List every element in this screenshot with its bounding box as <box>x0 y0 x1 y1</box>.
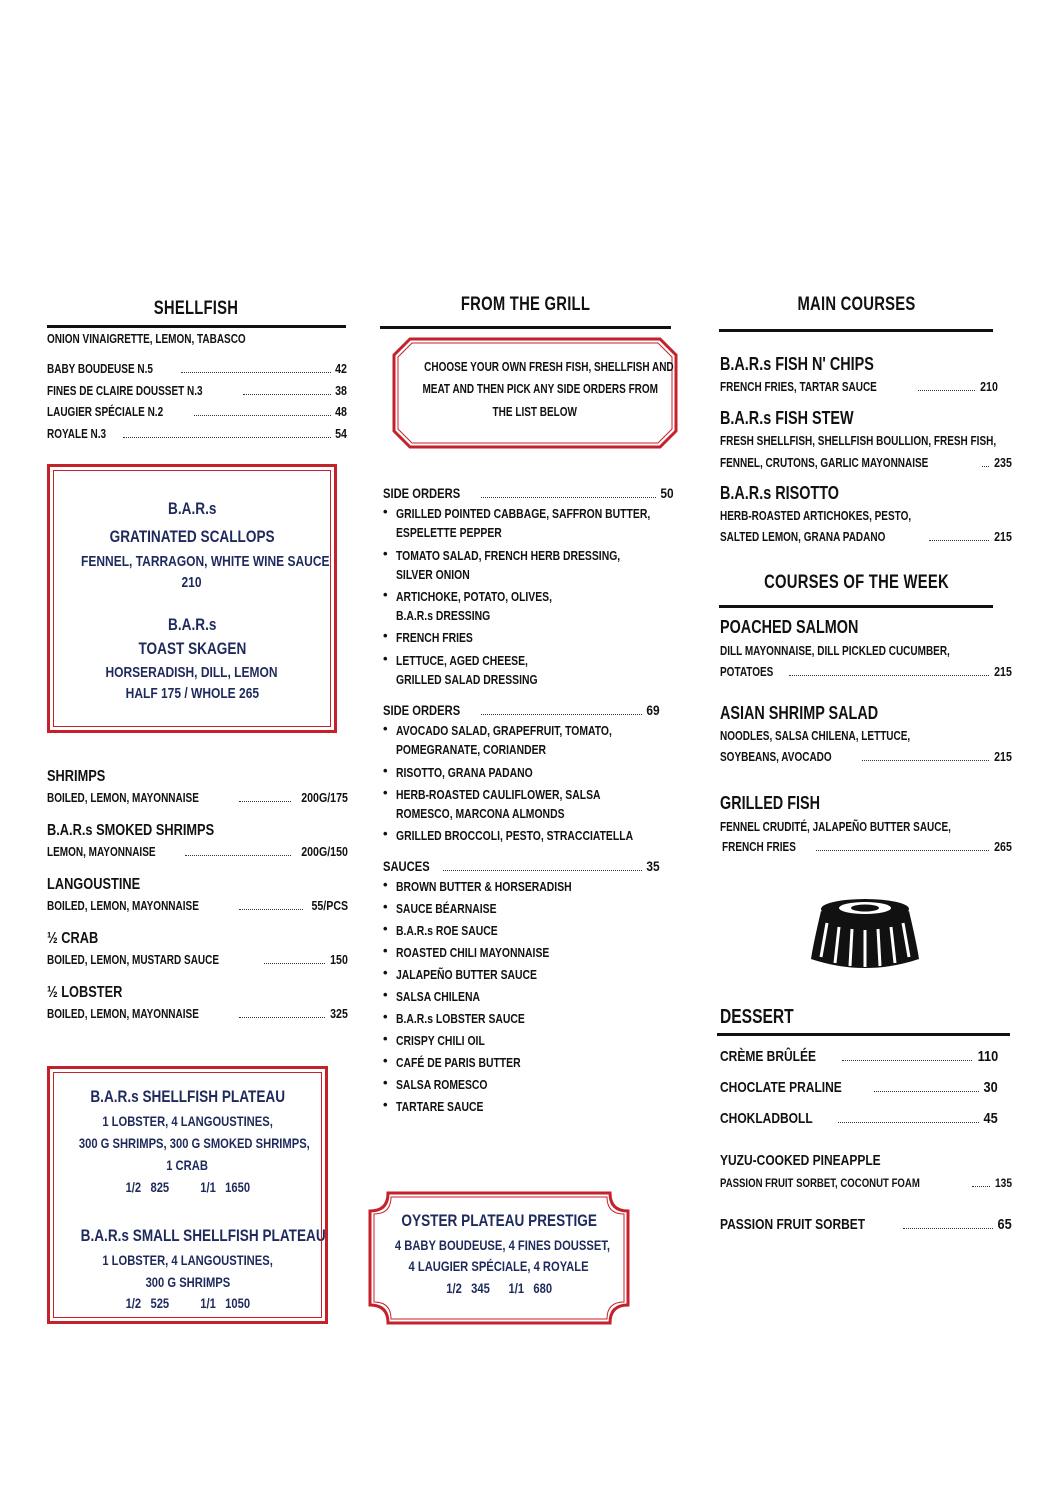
leader-dots <box>842 1059 972 1061</box>
leader-dots <box>903 1227 993 1229</box>
item-name: LANGOUSTINE <box>47 876 141 893</box>
plateau-title: B.A.R.s SHELLFISH PLATEAU <box>90 1087 285 1106</box>
oyster-plateau-prices: 1/2 345 1/1 680 <box>446 1280 552 1296</box>
item-row <box>47 1007 348 1021</box>
shellfish-title: SHELLFISH <box>153 298 239 319</box>
week-item-name: ASIAN SHRIMP SALAD <box>720 703 879 723</box>
skagen-price: HALF 175 / WHOLE 265 <box>125 685 259 702</box>
side-orders-header <box>383 702 660 718</box>
sorbet-name: PASSION FRUIT SORBET <box>720 1216 866 1233</box>
item-name: ½ LOBSTER <box>47 984 123 1001</box>
leader-dots <box>481 713 642 715</box>
leader-dots <box>181 371 331 373</box>
oyster-row <box>47 384 347 398</box>
oyster-row <box>47 405 347 419</box>
item-price: 200G/150 <box>301 845 348 859</box>
item-row <box>47 953 348 967</box>
dessert-price: 30 <box>983 1079 998 1096</box>
side-orders-price: 50 <box>660 485 674 501</box>
leader-dots <box>239 908 303 910</box>
dessert-row <box>720 1079 998 1096</box>
main-courses-title: MAIN COURSES <box>797 294 916 315</box>
item-row <box>47 791 348 805</box>
scallops-brand: B.A.R.s <box>167 499 217 518</box>
sauces-header <box>383 858 660 874</box>
skagen-desc: HORSERADISH, DILL, LEMON <box>105 664 278 681</box>
item-desc: BOILED, LEMON, MAYONNAISE <box>47 899 199 913</box>
dessert-row <box>720 1048 998 1065</box>
oyster-row <box>47 427 347 441</box>
plateau-line: 300 G SHRIMPS <box>145 1274 230 1290</box>
scallops-skagen-box <box>47 464 337 733</box>
leader-dots <box>789 674 989 676</box>
side-orders-label: SIDE ORDERS <box>383 485 461 501</box>
week-item-price: 215 <box>994 665 1012 679</box>
grill-rule <box>380 326 671 329</box>
skagen-brand: B.A.R.s <box>167 615 217 634</box>
leader-dots <box>243 393 331 395</box>
item-row <box>47 899 348 913</box>
pineapple-row <box>720 1176 1012 1190</box>
sauces-price: 35 <box>646 858 660 874</box>
week-item-row <box>720 665 1012 679</box>
item-name: ½ CRAB <box>47 930 99 947</box>
skagen-name: TOAST SKAGEN <box>138 639 246 658</box>
leader-dots <box>816 849 989 851</box>
leader-dots <box>123 436 331 438</box>
intro-line: CHOOSE YOUR OWN FRESH FISH, SHELLFISH AND <box>424 360 674 374</box>
main-item-price: 235 <box>994 456 1012 470</box>
main-item-price: 210 <box>980 380 998 394</box>
main-item-row <box>720 530 1012 544</box>
main-item-name: B.A.R.s FISH N' CHIPS <box>720 354 874 374</box>
week-item-name: POACHED SALMON <box>720 617 859 637</box>
scallops-desc: FENNEL, TARRAGON, WHITE WINE SAUCE <box>81 553 330 570</box>
sorbet-row <box>720 1216 1012 1233</box>
pineapple-name: YUZU-COOKED PINEAPPLE <box>720 1152 881 1169</box>
leader-dots <box>239 1016 325 1018</box>
item-name: SHRIMPS <box>47 768 106 785</box>
side-orders-price: 69 <box>646 702 660 718</box>
dessert-name: CHOKLADBOLL <box>720 1110 813 1127</box>
leader-dots <box>929 539 989 541</box>
leader-dots <box>982 465 989 467</box>
main-courses-rule <box>719 329 993 332</box>
item-price: 55/PCS <box>311 899 348 913</box>
week-item-price: 265 <box>994 840 1012 854</box>
leader-dots <box>874 1090 979 1092</box>
main-item-row <box>720 456 1012 470</box>
main-item-name: B.A.R.s RISOTTO <box>720 483 839 503</box>
item-row <box>47 845 348 859</box>
dessert-price: 110 <box>977 1048 998 1065</box>
main-item-desc: SALTED LEMON, GRANA PADANO <box>720 530 886 544</box>
sauces-label: SAUCES <box>383 858 430 874</box>
side-orders-header <box>383 485 674 501</box>
leader-dots <box>972 1185 990 1187</box>
item-desc: BOILED, LEMON, MAYONNAISE <box>47 1007 199 1021</box>
week-item-desc: POTATOES <box>720 665 774 679</box>
dessert-name: CRÈME BRÛLÉE <box>720 1048 817 1065</box>
plateau-line: 300 G SHRIMPS, 300 G SMOKED SHRIMPS, <box>78 1135 310 1151</box>
leader-dots <box>264 962 325 964</box>
oyster-name: ROYALE N.3 <box>47 427 107 441</box>
pineapple-desc: PASSION FRUIT SORBET, COCONUT FOAM <box>720 1176 920 1190</box>
dessert-row <box>720 1110 998 1127</box>
week-item-desc: SOYBEANS, AVOCADO <box>720 750 832 764</box>
item-price: 200G/175 <box>301 791 348 805</box>
leader-dots <box>239 800 291 802</box>
item-name: B.A.R.s SMOKED SHRIMPS <box>47 822 215 839</box>
week-item-desc: NOODLES, SALSA CHILENA, LETTUCE, <box>720 729 911 743</box>
small-plateau-prices: 1/2 525 1/1 1050 <box>125 1295 250 1311</box>
oyster-row <box>47 362 347 376</box>
small-plateau-title: B.A.R.s SMALL SHELLFISH PLATEAU <box>80 1226 326 1245</box>
leader-dots <box>185 854 291 856</box>
week-item-desc: FENNEL CRUDITÉ, JALAPEÑO BUTTER SAUCE, <box>720 820 951 834</box>
shellfish-plateau-box <box>47 1066 328 1324</box>
item-price: 150 <box>330 953 348 967</box>
scallops-price: 210 <box>181 574 203 591</box>
dessert-title: DESSERT <box>720 1006 794 1028</box>
dessert-rule <box>717 1033 1010 1036</box>
sorbet-price: 65 <box>997 1216 1012 1233</box>
pineapple-price: 135 <box>994 1176 1012 1190</box>
week-item-name: GRILLED FISH <box>720 793 820 813</box>
oyster-plateau-title: OYSTER PLATEAU PRESTIGE <box>401 1211 597 1230</box>
week-item-desc: FRENCH FRIES <box>722 840 796 854</box>
main-item-desc: FENNEL, CRUTONS, GARLIC MAYONNAISE <box>720 456 929 470</box>
oyster-plateau-line: 4 BABY BOUDEUSE, 4 FINES DOUSSET, <box>394 1237 611 1253</box>
oyster-name: BABY BOUDEUSE N.5 <box>47 362 153 376</box>
item-desc: BOILED, LEMON, MUSTARD SAUCE <box>47 953 220 967</box>
week-rule <box>719 605 993 608</box>
side-orders-label: SIDE ORDERS <box>383 702 461 718</box>
intro-line: MEAT AND THEN PICK ANY SIDE ORDERS FROM <box>422 382 659 396</box>
week-item-row <box>720 750 1012 764</box>
week-item-price: 215 <box>994 750 1012 764</box>
plateau-line: 1 CRAB <box>166 1157 209 1173</box>
main-item-desc: HERB-ROASTED ARTICHOKES, PESTO, <box>720 509 912 523</box>
main-item-desc: FRESH SHELLFISH, SHELLFISH BOULLION, FRESH FISH, <box>720 434 997 448</box>
main-item-row <box>720 380 998 394</box>
oyster-name: LAUGIER SPÉCIALE N.2 <box>47 405 164 419</box>
main-item-desc: FRENCH FRIES, TARTAR SAUCE <box>720 380 877 394</box>
leader-dots <box>443 869 642 871</box>
dessert-price: 45 <box>983 1110 998 1127</box>
shellfish-rule <box>47 325 346 328</box>
main-item-price: 215 <box>994 530 1012 544</box>
leader-dots <box>194 414 331 416</box>
intro-line: THE LIST BELOW <box>492 405 578 419</box>
leader-dots <box>862 759 990 761</box>
dessert-name: CHOCLATE PRALINE <box>720 1079 842 1096</box>
oyster-name: FINES DE CLAIRE DOUSSET N.3 <box>47 384 203 398</box>
scallops-name: GRATINATED SCALLOPS <box>109 527 275 546</box>
leader-dots <box>481 496 656 498</box>
item-price: 325 <box>330 1007 348 1021</box>
item-desc: BOILED, LEMON, MAYONNAISE <box>47 791 199 805</box>
grill-title: FROM THE GRILL <box>460 294 591 315</box>
week-item-row <box>722 840 1012 854</box>
bundt-cake-mold-icon <box>805 895 925 975</box>
leader-dots <box>918 389 975 391</box>
oyster-price: 54 <box>335 427 347 441</box>
plateau-line: 1 LOBSTER, 4 LANGOUSTINES, <box>102 1252 273 1268</box>
plateau-line: 1 LOBSTER, 4 LANGOUSTINES, <box>102 1113 273 1129</box>
leader-dots <box>838 1121 979 1123</box>
week-title: COURSES OF THE WEEK <box>764 572 949 593</box>
oyster-note: ONION VINAIGRETTE, LEMON, TABASCO <box>47 332 246 346</box>
main-item-name: B.A.R.s FISH STEW <box>720 408 854 428</box>
week-item-desc: DILL MAYONNAISE, DILL PICKLED CUCUMBER, <box>720 644 950 658</box>
oyster-price: 48 <box>335 405 347 419</box>
plateau-prices: 1/2 825 1/1 1650 <box>125 1179 250 1195</box>
oyster-plateau-line: 4 LAUGIER SPÉCIALE, 4 ROYALE <box>408 1258 590 1274</box>
oyster-price: 42 <box>335 362 347 376</box>
oyster-price: 38 <box>335 384 347 398</box>
item-desc: LEMON, MAYONNAISE <box>47 845 156 859</box>
